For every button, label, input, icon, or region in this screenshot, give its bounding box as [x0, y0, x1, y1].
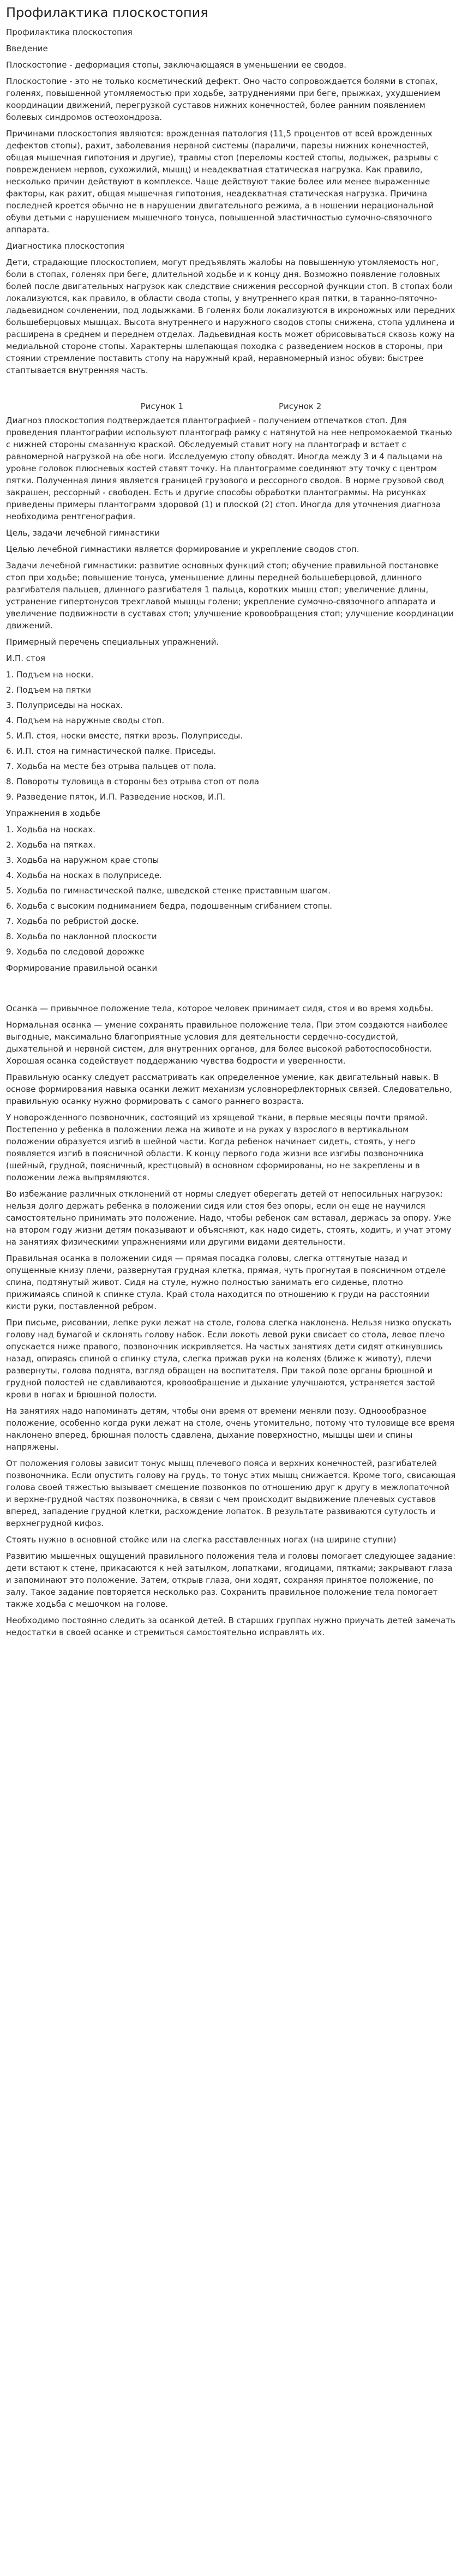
- list-item: 8. Ходьба по наклонной плоскости: [6, 932, 157, 941]
- page-title: Профилактика плоскостопия: [6, 5, 208, 20]
- paragraph: Стоять нужно в основной стойке или на слегка расставленных ногах (на ширине ступни): [6, 1535, 397, 1545]
- paragraph: Упражнения в ходьбе: [6, 808, 100, 818]
- paragraph: Плоскостопие - это не только косметический дефект. Оно часто сопровождается болями в стопах, голенях, повышенной утомляемостью при ходьбе, затруднениями при беге, прыжках, ухудшением координации движений, перегрузкой суставов нижних конечностей, более ранним появлением болевых синдромов остеохондроза.: [6, 76, 441, 122]
- paragraph: Плоскостопие - деформация стопы, заключающаяся в уменьшении ее сводов.: [6, 60, 347, 70]
- paragraph: И.П. стоя: [6, 653, 45, 663]
- paragraph: От положения головы зависит тонус мышц плечевого пояса и верхних конечностей, разгибателей позвоночника. Если опустить голову на грудь, то тонус этих мышц снижается. Кроме того, свисающая голова своей тяжестью вызывает смещение позвонков по отношению друг к другу в межлопаточной и верхне-грудной частях позвоночника, в связи с чем происходит выдвижение плечевых суставов вперед, западение грудной клетки, расхождение лопаток. В результате развиваются сутулость и верхнегрудной кифоз.: [6, 1458, 456, 1528]
- list-item: 4. Ходьба на носках в полуприседе.: [6, 870, 162, 880]
- paragraph: Во избежание различных отклонений от нормы следует оберегать детей от непосильных нагрузок: нельзя долго держать ребенка в положении сидя или стоя без опоры, если он еще не научился самостоятельно принимать это положение. Надо, чтобы ребенок сам вставал, держась за опору. Уже на втором году жизни детям показывают и объясняют, как надо сидеть, стоять, ходить, и учат этому на занятиях физическими упражнениями или другими видами деятельности.: [6, 1189, 452, 1247]
- exercise-list: [6, 824, 456, 958]
- list-item: 5. И.П. стоя, носки вместе, пятки врозь. Полуприседы.: [6, 731, 243, 741]
- paragraph: Введение: [6, 44, 48, 53]
- paragraph: Формирование правильной осанки: [6, 963, 158, 973]
- list-item: 2. Подъем на пятки: [6, 685, 91, 695]
- paragraph: Диагноз плоскостопия подтверждается плантографией - получением отпечатков стоп. Для проведения плантографии используют плантограф рамку с натянутой на нее непромокаемой тканью с нижней стороны смазанную краской. Обследуемый ставит ногу на плантограф и встает с равномерной нагрузкой на обе ноги. Исследуемую стопу обводят. Иногда между 3 и 4 пальцами на уровне головок плюсневых костей ставят точку. На плантограмме соединяют эту точку с центром пятки. Полученная линия является границей грузового и рессорного сводов. В норме грузовой свод закрашен, рессорный - свободен. Есть и другие способы обработки плантограммы. На рисунках приведены примеры плантограмм здоровой (1) и плоской (2) стоп. Иногда для уточнения диагноза необходима рентгенография.: [6, 416, 452, 521]
- paragraph: Правильная осанка в положении сидя — прямая посадка головы, слегка оттянутые назад и опущенные книзу плечи, развернутая грудная клетка, прямая, чуть прогнутая в поясничном отделе спина, подтянутый живот. Сидя на стуле, нужно полностью занимать его сиденье, плотно прижимаясь спиной к спинке стула. Край стола находится по отношению к груди на расстоянии кисти руки, поставленной ребром.: [6, 1253, 446, 1311]
- spacer: [6, 978, 456, 1002]
- list-item: 3. Полуприседы на носках.: [6, 700, 123, 710]
- document-body: [6, 26, 456, 1638]
- list-item: 3. Ходьба на наружном крае стопы: [6, 855, 159, 865]
- list-item: 5. Ходьба по гимнастической палке, шведской стенке приставным шагом.: [6, 886, 331, 896]
- figure-caption: Рисунок 1: [140, 401, 183, 411]
- figure-caption: Рисунок 2: [279, 401, 322, 411]
- paragraph: Осанка — привычное положение тела, которое человек принимает сидя, стоя и во время ходьбы.: [6, 1004, 434, 1013]
- paragraph: Необходимо постоянно следить за осанкой детей. В старших группах нужно приучать детей замечать недостатки в своей осанке и стремиться самостоятельно исправлять их.: [6, 1616, 455, 1637]
- list-item: 8. Повороты туловища в стороны без отрыва стоп от пола: [6, 777, 260, 786]
- paragraph: Нормальная осанка — умение сохранять правильное положение тела. При этом создаются наиболее выгодные, максимально благоприятные условия для деятельности сердечно-сосудистой, дыхательной и нервной систем, для внутренних органов, для более высокой работоспособности. Хорошая осанка содействует поддержанию чувства бодрости и уверенности.: [6, 1020, 448, 1066]
- list-item: 9. Ходьба по следовой дорожке: [6, 947, 145, 957]
- paragraph: Задачи лечебной гимнастики: развитие основных функций стоп; обучение правильной постановке стоп при ходьбе; повышение тонуса, уменьшение длины передней большеберцовой, длинного разгибателя пальцев, длинного разгибателя 1 пальца, коротких мышц стоп; увеличение длины, устранение гипертонусов трехглавой мышцы голени; укрепление сумочно-связочного аппарата и увеличение подвижности в суставах стоп; улучшение кровообращения стоп; улучшение координации движений.: [6, 561, 454, 631]
- paragraph: Профилактика плоскостопия: [6, 27, 133, 37]
- list-item: 4. Подъем на наружные своды стоп.: [6, 716, 165, 725]
- list-item: 6. Ходьба с высоким подниманием бедра, подошвенным сгибанием стопы.: [6, 901, 332, 911]
- list-item: 2. Ходьба на пятках.: [6, 840, 96, 850]
- paragraph: У новорожденного позвоночник, состоящий из хрящевой ткани, в первые месяцы почти прямой. Постепенно у ребенка в положении лежа на животе и на руках у взрослого в вертикальном положении образуется изгиб в шейной части. Когда ребенок начинает сидеть, стоять, у него появляется изгиб в поясничной области. К концу первого года жизни все изгибы позвоночника (шейный, грудной, поясничный, крестцовый) в основном сформированы, но не закреплены и в положении лежа выпрямляются.: [6, 1113, 428, 1182]
- paragraph: Правильную осанку следует рассматривать как определенное умение, как двигательный навык. В основе формирования навыка осанки лежит механизм условнорефлекторных связей. Следовательно, правильную осанку нужно формировать с самого раннего возраста.: [6, 1072, 452, 1106]
- list-item: 6. И.П. стоя на гимнастической палке. Приседы.: [6, 746, 216, 756]
- list-item: 1. Ходьба на носках.: [6, 825, 95, 834]
- paragraph: Развитию мышечных ощущений правильного положения тела и головы помогает следующее задание: дети встают к стене, прикасаются к ней затылком, лопатками, ягодицами, пятками; закрывают глаза и запоминают это положение. Затем, открыв глаза, они ходят, сохраняя принятое положение, по залу. Такое задание повторяется несколько раз. Сохранить правильное положение тела помогает также ходьба с мешочком на голове.: [6, 1551, 456, 1609]
- paragraph: При письме, рисовании, лепке руки лежат на столе, голова слегка наклонена. Нельзя низко опускать голову над бумагой и склонять голову набок. Если локоть левой руки свисает со стола, левое плечо опускается ниже правого, позвоночник искривляется. На частых занятиях дети сидят откинувшись назад, опираясь спиной о спинку стула, слегка прижав руки на коленях (ближе к животу), плечи развернуты, голова поднята, взгляд обращен на воспитателя. При такой позе органы брюшной и грудной полостей не сдавливаются, кровообращение и дыхание улучшаются, устраняется застой крови в ногах и брюшной полости.: [6, 1318, 452, 1400]
- paragraph: Причинами плоскостопия являются: врожденная патология (11,5 процентов от всей врожденных дефектов стопы), рахит, заболевания нервной системы (параличи, парезы нижних конечностей, общая мышечная гипотония и другие), травмы стоп (переломы костей стопы, лодыжек, разрывы с повреждением нервов, сухожилий, мышц) и неадекватная статическая нагрузка. Как правило, несколько причин действуют в комплексе. Чаще действуют такие более или менее выраженные факторы, как рахит, общая мышечная гипотония, неадекватная статическая нагрузка. Причина последней кроется обычно не в нарушении двигательного режима, а в ношении нерациональной обуви детьми с нарушением мышечного тонуса, повышенной эластичностью сумочно-связочного аппарата.: [6, 129, 439, 235]
- list-item: 7. Ходьба на месте без отрыва пальцев от пола.: [6, 761, 217, 771]
- list-item: 1. Подъем на носки.: [6, 670, 94, 680]
- list-item: 9. Разведение пяток, И.П. Разведение носков, И.П.: [6, 792, 225, 802]
- figure-captions: [6, 400, 456, 412]
- paragraph: На занятиях надо напоминать детям, чтобы они время от времени меняли позу. Одноообразное положение, особенно когда руки лежат на столе, очень утомительно, потому что туловище все время наклонено вперед, брюшная полость сдавлена, дыхание поверхностно, мышцы шеи и спины напряжены.: [6, 1406, 455, 1452]
- list-item: 7. Ходьба по ребристой доске.: [6, 916, 139, 926]
- paragraph: Дети, страдающие плоскостопием, могут предъявлять жалобы на повышенную утомляемость ног, боли в стопах, голенях при беге, длительной ходьбе и к концу дня. Возможно появление головных болей после двигательных нагрузок как следствие снижения рессорной функции стоп. В стопах боли локализуются, как правило, в области свода стопы, у внутреннего края пятки, в таранно-пяточно-ладьевидном сочленении, под лодыжками. В голенях боли локализуются в икроножных или передних большеберцовых мышцах. Высота внутреннего и наружного сводов стопы снижена, стопа удлинена и расширена в среднем и переднем отделах. Ладьевидная кость может обрисовываться сквозь кожу на медиальной стороне стопы. Характерны шлепающая походка с разведением носков в стороны, при стоянии стремление поставить стопу на наружный край, неравномерный износ обуви: быстрее стаптывается внутренняя часть.: [6, 257, 455, 375]
- paragraph: Примерный перечень специальных упражнений.: [6, 637, 219, 647]
- paragraph: Целью лечебной гимнастики является формирование и укрепление сводов стоп.: [6, 544, 359, 554]
- exercise-list: [6, 669, 456, 803]
- paragraph: Цель, задачи лечебной гимнастики: [6, 528, 160, 538]
- paragraph: Диагностика плоскостопия: [6, 241, 125, 251]
